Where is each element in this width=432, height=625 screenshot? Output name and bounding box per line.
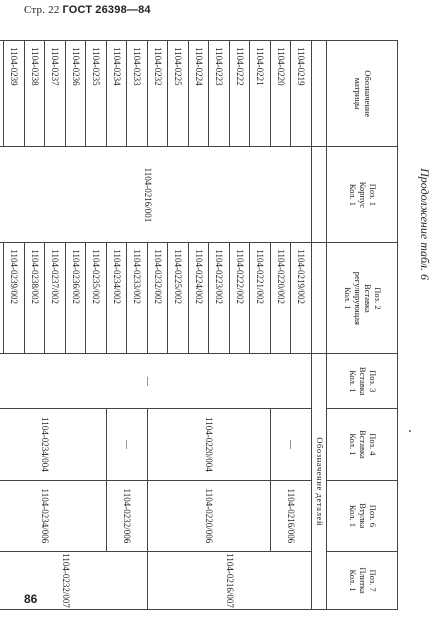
col-insert4	[327, 409, 398, 481]
header-number: 26398—84	[95, 4, 151, 16]
insert-reg-cell: 1104-0239/002	[4, 243, 25, 354]
column-header-line: Поз. 7	[367, 569, 378, 592]
matrix-cell: 1104-0232	[148, 41, 169, 147]
col-bush	[327, 480, 398, 552]
col-insert-reg	[327, 243, 398, 354]
matrix-cell	[0, 41, 4, 147]
designation-spacer	[312, 243, 327, 354]
matrix-cell: 1104-0224	[189, 41, 210, 147]
insert-reg-cell: 1104-0224/002	[189, 243, 210, 354]
plate-cell: 1104-0216/007	[148, 552, 312, 610]
column-header-line: Поз. 1	[367, 183, 378, 207]
insert-reg-cell: 1104-0223/002	[209, 243, 230, 354]
column-header-line: Поз. 2	[372, 287, 383, 310]
matrix-cell: 1104-0219	[291, 41, 312, 147]
matrix-cell: 1104-0234	[107, 41, 128, 147]
insert-reg-cell: 1104-0237/002	[45, 243, 66, 354]
matrix-cell: 1104-0223	[209, 41, 230, 147]
matrix-cell: 1104-0237	[45, 41, 66, 147]
insert3-cell: —	[0, 354, 312, 409]
header-standard: ГОСТ	[62, 4, 93, 16]
insert-reg-cell: 1104-0233/002	[127, 243, 148, 354]
scan-dot	[409, 430, 411, 432]
col-plate	[327, 552, 398, 610]
column-header-line: Вставка	[357, 366, 368, 396]
column-header-line: Втулка	[357, 503, 368, 529]
insert-reg-cell: 1104-0234/002	[107, 243, 128, 354]
insert-reg-cell: 1104-0225/002	[168, 243, 189, 354]
bush-cell: 1104-0220/006	[148, 480, 271, 552]
insert-reg-cell: 1104-0238/002	[25, 243, 46, 354]
insert-reg-cell: 1104-0235/002	[86, 243, 107, 354]
plate-cell: 1104-0232/007	[0, 552, 148, 610]
column-header-line: Кол. 1	[343, 287, 354, 310]
bush-cell: 1104-0232/006	[107, 480, 148, 552]
col-insert3	[327, 354, 398, 409]
matrix-cell: 1104-0236	[66, 41, 87, 147]
column-header-line: регулирующая	[353, 271, 363, 325]
column-header-line: Кол. 1	[348, 504, 359, 527]
matrix-cell: 1104-0239	[4, 41, 25, 147]
col-body	[327, 147, 398, 243]
column-header-line: Поз. 3	[367, 370, 378, 393]
matrix-cell: 1104-0233	[127, 41, 148, 147]
header-page: Стр. 22	[24, 4, 60, 16]
insert-reg-cell: 1104-0222/002	[230, 243, 251, 354]
bush-cell: 1104-0216/006	[271, 480, 312, 552]
page-number: 86	[24, 592, 38, 606]
insert4-cell: —	[271, 409, 312, 481]
matrix-cell: 1104-0222	[230, 41, 251, 147]
insert4-cell: 1104-0234/004	[0, 409, 107, 481]
column-header-line: матрицы	[353, 77, 363, 110]
matrix-cell: 1104-0225	[168, 41, 189, 147]
table-caption: Продолжение табл. 6	[418, 168, 432, 280]
insert-reg-cell: 1104-0221/002	[250, 243, 271, 354]
insert4-cell: —	[107, 409, 148, 481]
designation-label: Обозначение деталей	[312, 354, 327, 610]
insert-reg-cell: 1104-0220/002	[271, 243, 292, 354]
bush-cell: 1104-0234/006	[0, 480, 107, 552]
designation-spacer	[312, 147, 327, 243]
column-header-line: Вставка	[362, 283, 373, 313]
body-cell: 1104-0216/001	[0, 147, 312, 243]
column-header-line: Поз. 6	[367, 504, 378, 528]
insert-reg-cell: 1104-0232/002	[148, 243, 169, 354]
column-header-line: Плитка	[357, 567, 368, 594]
insert4-cell: 1104-0220/004	[148, 409, 271, 481]
col-matrix	[327, 41, 398, 147]
table-row	[250, 41, 271, 610]
column-header-line: Кол. 1	[348, 183, 359, 206]
table-row	[127, 41, 148, 610]
designation-spacer	[312, 41, 327, 147]
column-header-line: Вставка	[357, 429, 368, 459]
column-header-line: Корпус	[357, 181, 368, 209]
matrix-cell: 1104-0221	[250, 41, 271, 147]
header-row	[327, 41, 398, 610]
column-header-line: Кол. 1	[348, 569, 359, 592]
designation-row	[312, 41, 327, 610]
column-header-line: Обозначение	[362, 70, 373, 118]
table-row	[291, 41, 312, 610]
column-header-line: Поз. 4	[367, 433, 378, 456]
insert-reg-cell	[0, 243, 4, 354]
insert-reg-cell: 1104-0219/002	[291, 243, 312, 354]
table-row	[86, 41, 107, 610]
matrix-cell: 1104-0235	[86, 41, 107, 147]
column-header-line: Кол. 1	[348, 370, 359, 393]
column-header-line: Кол. 1	[348, 433, 359, 456]
page-header	[24, 4, 151, 16]
insert-reg-cell: 1104-0236/002	[66, 243, 87, 354]
matrix-cell: 1104-0220	[271, 41, 292, 147]
matrix-cell: 1104-0238	[25, 41, 46, 147]
